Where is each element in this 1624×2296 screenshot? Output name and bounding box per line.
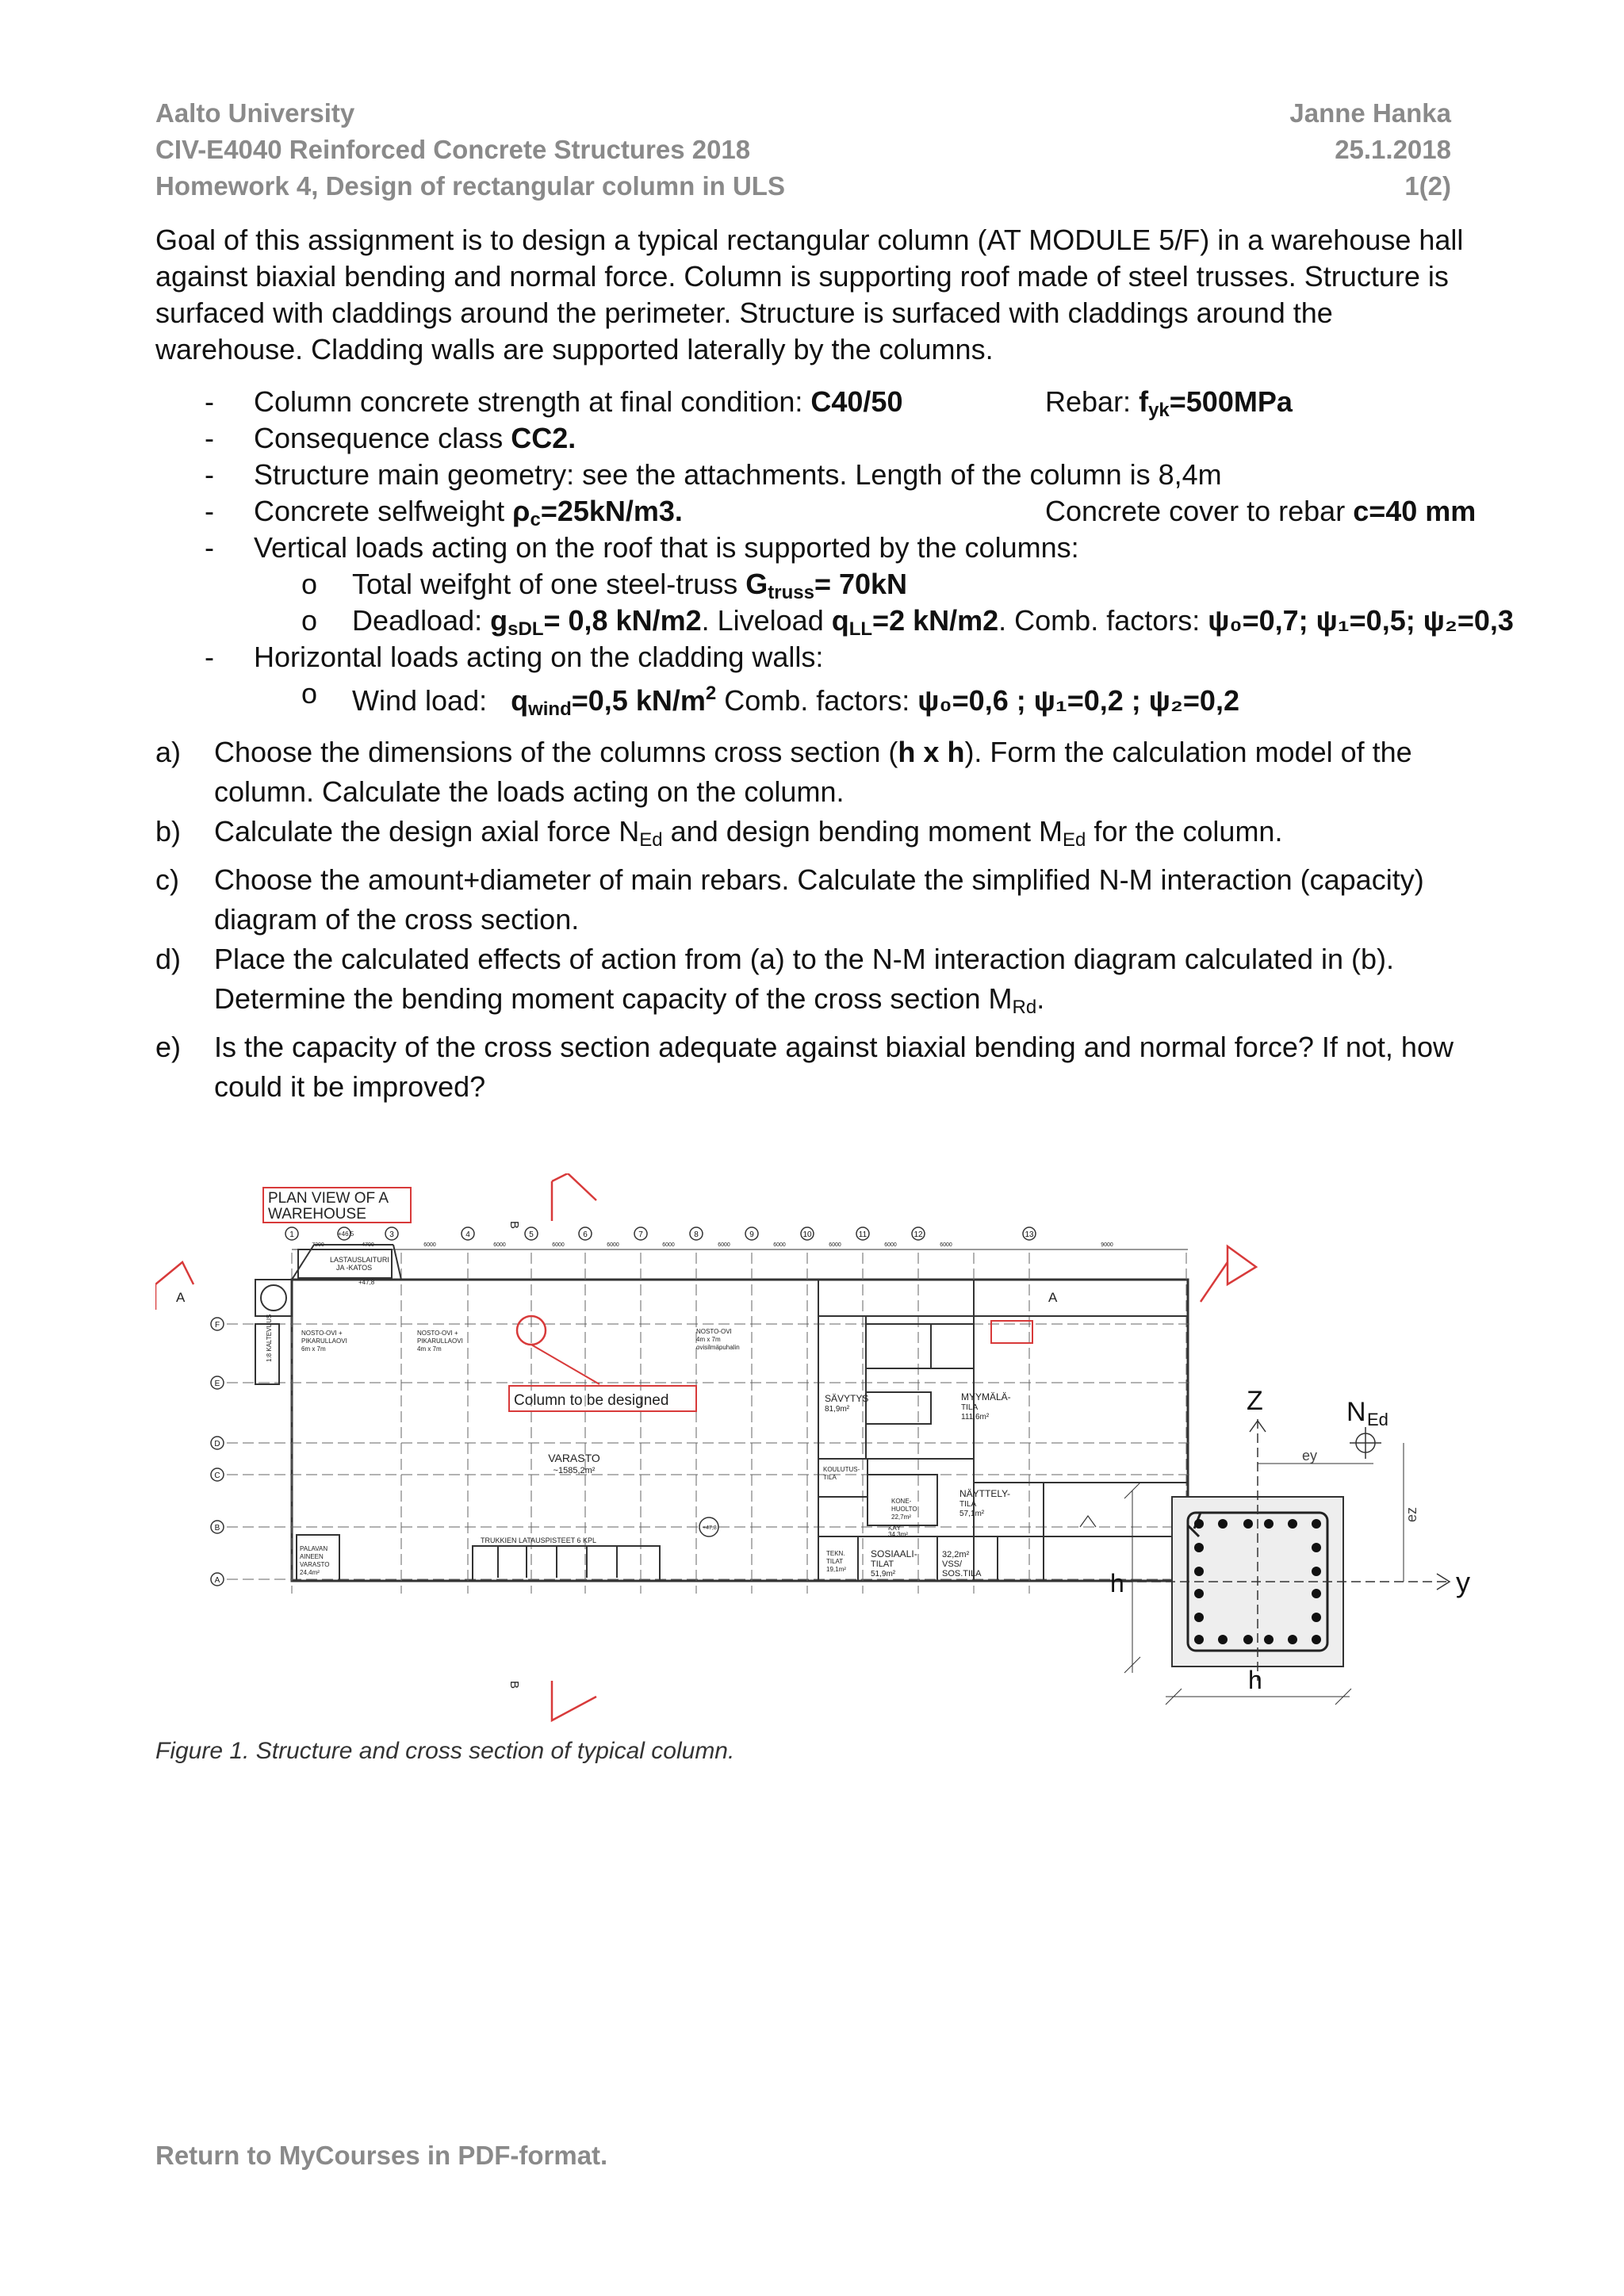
svg-text:7200: 7200 bbox=[312, 1242, 324, 1248]
svg-text:7: 7 bbox=[638, 1230, 643, 1239]
plan-view bbox=[155, 1173, 1256, 1720]
question-label: b) bbox=[155, 815, 182, 848]
figure-structure bbox=[155, 1173, 1488, 1728]
room-palavan: PALAVAN bbox=[300, 1545, 328, 1552]
room-myymala-2: TILA bbox=[961, 1403, 979, 1412]
bullet-dash: - bbox=[205, 641, 214, 673]
truck-charging-label: TRUKKIEN LATAUSPISTEET 6 KPL bbox=[481, 1536, 597, 1544]
svg-text:6000: 6000 bbox=[773, 1242, 786, 1248]
bullet-text: Comb. factors: bbox=[716, 684, 918, 717]
svg-text:6: 6 bbox=[583, 1230, 588, 1239]
column-label: Column to be designed bbox=[514, 1392, 669, 1409]
plan-title-line2: WAREHOUSE bbox=[268, 1206, 366, 1223]
room-myymala: MYYMÄLÄ- bbox=[961, 1391, 1011, 1402]
room-savytys-area: 81,9m² bbox=[825, 1405, 850, 1414]
svg-text:10: 10 bbox=[802, 1230, 812, 1239]
subbullet-dead-live-load bbox=[205, 603, 1514, 640]
rho-subscript: c bbox=[530, 509, 541, 530]
question-label: d) bbox=[155, 943, 182, 975]
room-kay-area: 34,3m² bbox=[888, 1531, 908, 1538]
room-kone: KONE- bbox=[891, 1498, 912, 1505]
bullet-dash: - bbox=[205, 495, 214, 527]
question-b bbox=[155, 812, 1488, 860]
bullet-text: Structure main geometry: see the attachments. Length of the column is 8,4m bbox=[254, 458, 1222, 491]
svg-text:6000: 6000 bbox=[718, 1242, 730, 1248]
svg-text:4700: 4700 bbox=[362, 1242, 374, 1248]
loading-dock-label-2: JA -KATOS bbox=[336, 1264, 373, 1272]
svg-text:6000: 6000 bbox=[493, 1242, 506, 1248]
svg-text:1: 1 bbox=[289, 1230, 294, 1239]
ey-label: ey bbox=[1302, 1448, 1318, 1464]
question-text: for the column. bbox=[1086, 815, 1283, 848]
question-text: . bbox=[1036, 982, 1045, 1015]
question-text: Choose the dimensions of the columns cross section ( bbox=[214, 736, 898, 768]
question-subscript: Ed bbox=[639, 829, 663, 851]
door-nosto-1b: PIKARULLAOVI bbox=[301, 1337, 347, 1345]
door-nosto-2: NOSTO-OVI + bbox=[417, 1330, 458, 1337]
wind-subscript: wind bbox=[528, 698, 572, 720]
ned-label: N bbox=[1346, 1397, 1366, 1427]
header-left bbox=[155, 95, 785, 205]
intro-paragraph: Goal of this assignment is to design a typical rectangular column (AT MODULE 5/F) in a warehouse hall against biaxial bending and normal force. Column is supporting roof made of steel trusses. Structure is surfaced with claddings around the perimeter. Structure is surfaced with claddings around the warehouse. Cladding walls are supported laterally by the columns. bbox=[155, 224, 1464, 365]
room-sosiaali: SOSIAALI- bbox=[871, 1548, 917, 1559]
section-label-b-bottom: B bbox=[508, 1681, 521, 1689]
room-savytys: SÄVYTYS bbox=[825, 1393, 869, 1404]
author-name: Janne Hanka bbox=[1289, 98, 1451, 128]
bullet-text: Vertical loads acting on the roof that is supported by the columns: bbox=[254, 531, 1079, 564]
question-text: Choose the amount+diameter of main rebars. Calculate the simplified N-M interaction (capacity) diagram of the cross section. bbox=[214, 863, 1424, 936]
bullet-consequence-class bbox=[205, 420, 1473, 457]
door-nosto-2c: 4m x 7m bbox=[417, 1345, 442, 1353]
consequence-class-value: CC2. bbox=[511, 422, 576, 454]
svg-text:9: 9 bbox=[749, 1230, 754, 1239]
bullet-selfweight bbox=[205, 493, 1477, 530]
question-list bbox=[155, 733, 1488, 1107]
university-name: Aalto University bbox=[155, 98, 355, 128]
ned-subscript: Ed bbox=[1367, 1410, 1388, 1429]
grid-circles-top bbox=[285, 1227, 1036, 1240]
svg-text:6000: 6000 bbox=[940, 1242, 952, 1248]
question-text: Calculate the design axial force N bbox=[214, 815, 640, 848]
question-label: e) bbox=[155, 1031, 182, 1063]
bullet-dash: - bbox=[205, 458, 214, 491]
room-nayttely: NÄYTTELY- bbox=[959, 1488, 1011, 1499]
bullet-concrete-strength bbox=[205, 384, 1473, 420]
plan-title-line1: PLAN VIEW OF A bbox=[268, 1190, 389, 1207]
room-nayttely-2: TILA bbox=[959, 1500, 977, 1509]
bullet-text: Concrete selfweight bbox=[254, 495, 513, 527]
question-a bbox=[155, 733, 1488, 812]
plan-labels bbox=[176, 1190, 1058, 1689]
subbullet-marker: o bbox=[301, 568, 318, 600]
section-label-b-top: B bbox=[508, 1221, 521, 1230]
wind-superscript: 2 bbox=[705, 683, 717, 704]
deadload-subscript: sDL bbox=[508, 618, 544, 640]
level-mark-1: +47,8 bbox=[358, 1279, 375, 1286]
svg-text:13: 13 bbox=[1025, 1230, 1034, 1239]
room-vss-area: 32,2m² bbox=[942, 1550, 970, 1559]
axis-y-label: y bbox=[1456, 1566, 1470, 1598]
svg-text:8: 8 bbox=[694, 1230, 699, 1239]
liveload-value: =2 kN/m2 bbox=[872, 604, 999, 637]
comb-factors-wind: ψ₀=0,6 ; ψ₁=0,2 ; ψ₂=0,2 bbox=[917, 684, 1239, 717]
homework-title: Homework 4, Design of rectangular column in ULS bbox=[155, 171, 785, 201]
rebar-symbol: f bbox=[1139, 385, 1149, 418]
concrete-class: C40/50 bbox=[810, 385, 903, 418]
header-right bbox=[1289, 95, 1451, 205]
page-number: 1(2) bbox=[1404, 171, 1451, 201]
wind-value: =0,5 kN/m bbox=[571, 684, 706, 717]
rho-symbol: ρ bbox=[512, 495, 530, 527]
svg-text:6000: 6000 bbox=[607, 1242, 619, 1248]
question-c bbox=[155, 860, 1488, 939]
level-mark-2: +47,8 bbox=[703, 1525, 717, 1531]
room-varasto-area: ~1585,2m² bbox=[553, 1466, 596, 1475]
question-subscript: Ed bbox=[1062, 829, 1086, 851]
column-cross-section bbox=[1080, 1386, 1470, 1705]
liveload-symbol: q bbox=[831, 604, 849, 637]
loading-dock-label: LASTAUSLAITURI bbox=[330, 1256, 389, 1264]
svg-text:B: B bbox=[214, 1524, 220, 1533]
cover-label: Concrete cover to rebar bbox=[1045, 495, 1354, 527]
rebar-value: =500MPa bbox=[1169, 385, 1293, 418]
room-palavan-area: 24,4m² bbox=[300, 1569, 320, 1576]
svg-text:4: 4 bbox=[465, 1230, 470, 1239]
selfweight-value: =25kN/m3. bbox=[540, 495, 683, 527]
figure-drawing bbox=[155, 1173, 1488, 1728]
room-kone-2: HUOLTO bbox=[891, 1506, 917, 1513]
bullet-dash: - bbox=[205, 385, 214, 418]
question-label: a) bbox=[155, 736, 182, 768]
section-label-a-left: A bbox=[176, 1290, 186, 1305]
question-text: Place the calculated effects of action from (a) to the N-M interaction diagram calculated in (b). Determine the bending moment capacity of the cross section M bbox=[214, 943, 1395, 1015]
bullet-dash: - bbox=[205, 422, 214, 454]
rebar-label: Rebar: bbox=[1045, 385, 1139, 418]
ez-label: ez bbox=[1404, 1506, 1419, 1522]
cover-value: c=40 mm bbox=[1353, 495, 1477, 527]
door-nosto-3b: 4m x 7m bbox=[696, 1336, 721, 1343]
truss-symbol: G bbox=[745, 568, 768, 600]
question-text: ). Form the calculation model of the column. Calculate the loads acting on the column. bbox=[214, 736, 1412, 808]
svg-text:D: D bbox=[214, 1440, 220, 1448]
truss-value: = 70kN bbox=[814, 568, 908, 600]
room-palavan-2: AINEEN bbox=[300, 1553, 324, 1560]
svg-text:3: 3 bbox=[389, 1230, 394, 1239]
door-nosto-3: NOSTO-OVI bbox=[696, 1328, 732, 1335]
svg-text:6000: 6000 bbox=[829, 1242, 841, 1248]
level-mark-3: +46,5 bbox=[338, 1230, 354, 1238]
wind-symbol: q bbox=[511, 684, 529, 717]
question-bold: h x h bbox=[898, 736, 965, 768]
door-nosto-1c: 6m x 7m bbox=[301, 1345, 326, 1353]
subbullet-marker: o bbox=[301, 677, 318, 710]
truss-subscript: truss bbox=[768, 582, 814, 603]
room-vss: VSS/ bbox=[942, 1559, 963, 1569]
deadload-symbol: g bbox=[490, 604, 508, 637]
bullet-text: Wind load: bbox=[352, 684, 511, 717]
h-side-label: h bbox=[1110, 1569, 1124, 1598]
room-sostila: SOS.TILA bbox=[942, 1569, 982, 1578]
room-koulutus: KOULUTUS- bbox=[823, 1466, 860, 1473]
bullet-text: Deadload: bbox=[352, 604, 491, 637]
subbullet-wind-load bbox=[205, 675, 1473, 720]
door-nosto-1: NOSTO-OVI + bbox=[301, 1330, 343, 1337]
grid-circles-side bbox=[211, 1318, 224, 1586]
svg-text:E: E bbox=[214, 1380, 220, 1388]
room-myymala-area: 111,6m² bbox=[961, 1413, 990, 1422]
svg-text:11: 11 bbox=[858, 1230, 868, 1239]
bullet-text: . Comb. factors: bbox=[998, 604, 1208, 637]
axis-z-label: Z bbox=[1247, 1386, 1263, 1416]
footer-note: Return to MyCourses in PDF-format. bbox=[155, 2141, 608, 2170]
svg-text:C: C bbox=[214, 1471, 220, 1480]
question-e bbox=[155, 1027, 1488, 1107]
bullet-geometry bbox=[205, 457, 1473, 493]
svg-text:6000: 6000 bbox=[552, 1242, 565, 1248]
subbullet-truss-weight bbox=[205, 566, 1473, 603]
figure-caption: Figure 1. Structure and cross section of typical column. bbox=[155, 1738, 735, 1764]
room-sosiaali-2: TILAT bbox=[871, 1559, 894, 1569]
door-nosto-2b: PIKARULLAOVI bbox=[417, 1337, 463, 1345]
bullet-horizontal-loads bbox=[205, 639, 1473, 675]
room-tekn-2: TILAT bbox=[826, 1558, 844, 1565]
room-sosiaali-area: 51,9m² bbox=[871, 1570, 896, 1578]
question-text: and design bending moment M bbox=[662, 815, 1063, 848]
question-subscript: Rd bbox=[1012, 997, 1037, 1018]
bullet-text: . Liveload bbox=[701, 604, 832, 637]
svg-text:5: 5 bbox=[529, 1230, 534, 1239]
room-kone-area: 22,7m² bbox=[891, 1513, 911, 1521]
room-nayttely-area: 57,1m² bbox=[959, 1510, 985, 1518]
room-koulutus-2: TILA bbox=[823, 1474, 837, 1481]
question-label: c) bbox=[155, 863, 179, 896]
liveload-subscript: LL bbox=[848, 618, 873, 640]
course-name: CIV-E4040 Reinforced Concrete Structures 2018 bbox=[155, 135, 751, 164]
comb-factors-roof: ψ₀=0,7; ψ₁=0,5; ψ₂=0,3 bbox=[1208, 604, 1514, 637]
document-date: 25.1.2018 bbox=[1335, 135, 1451, 164]
subbullet-marker: o bbox=[301, 604, 318, 637]
question-text: Is the capacity of the cross section adequate against biaxial bending and normal force? If not, how could it be improved? bbox=[214, 1031, 1454, 1103]
dimension-labels bbox=[312, 1242, 1113, 1248]
svg-text:A: A bbox=[214, 1576, 220, 1585]
door-nosto-3c: ovisilmäpuhalin bbox=[696, 1344, 740, 1351]
svg-text:F: F bbox=[214, 1321, 220, 1330]
room-palavan-3: VARASTO bbox=[300, 1561, 330, 1568]
bullet-text: Total weifght of one steel-truss bbox=[352, 568, 746, 600]
room-tekn: TEKN. bbox=[826, 1550, 845, 1557]
svg-text:12: 12 bbox=[914, 1230, 923, 1239]
bullet-text: Horizontal loads acting on the cladding walls: bbox=[254, 641, 824, 673]
section-label-a-right: A bbox=[1048, 1290, 1058, 1305]
room-varasto: VARASTO bbox=[548, 1452, 600, 1464]
svg-text:6000: 6000 bbox=[662, 1242, 675, 1248]
h-bottom-label: h bbox=[1248, 1666, 1262, 1694]
svg-text:6000: 6000 bbox=[884, 1242, 897, 1248]
svg-text:9000: 9000 bbox=[1101, 1242, 1113, 1248]
svg-text:6000: 6000 bbox=[423, 1242, 436, 1248]
bullet-text: Consequence class bbox=[254, 422, 511, 454]
given-data-list bbox=[205, 384, 1514, 720]
bullet-text: Column concrete strength at final condition: bbox=[254, 385, 811, 418]
ramp-label: 1:8 KALTEVUUS bbox=[266, 1314, 273, 1362]
question-d bbox=[155, 939, 1488, 1027]
deadload-value: = 0,8 kN/m2 bbox=[543, 604, 702, 637]
bullet-dash: - bbox=[205, 531, 214, 564]
room-kay: KÄY bbox=[888, 1525, 902, 1532]
bullet-vertical-loads bbox=[205, 530, 1473, 566]
room-tekn-area: 19,1m² bbox=[826, 1566, 846, 1573]
rebar-subscript: yk bbox=[1148, 400, 1170, 421]
